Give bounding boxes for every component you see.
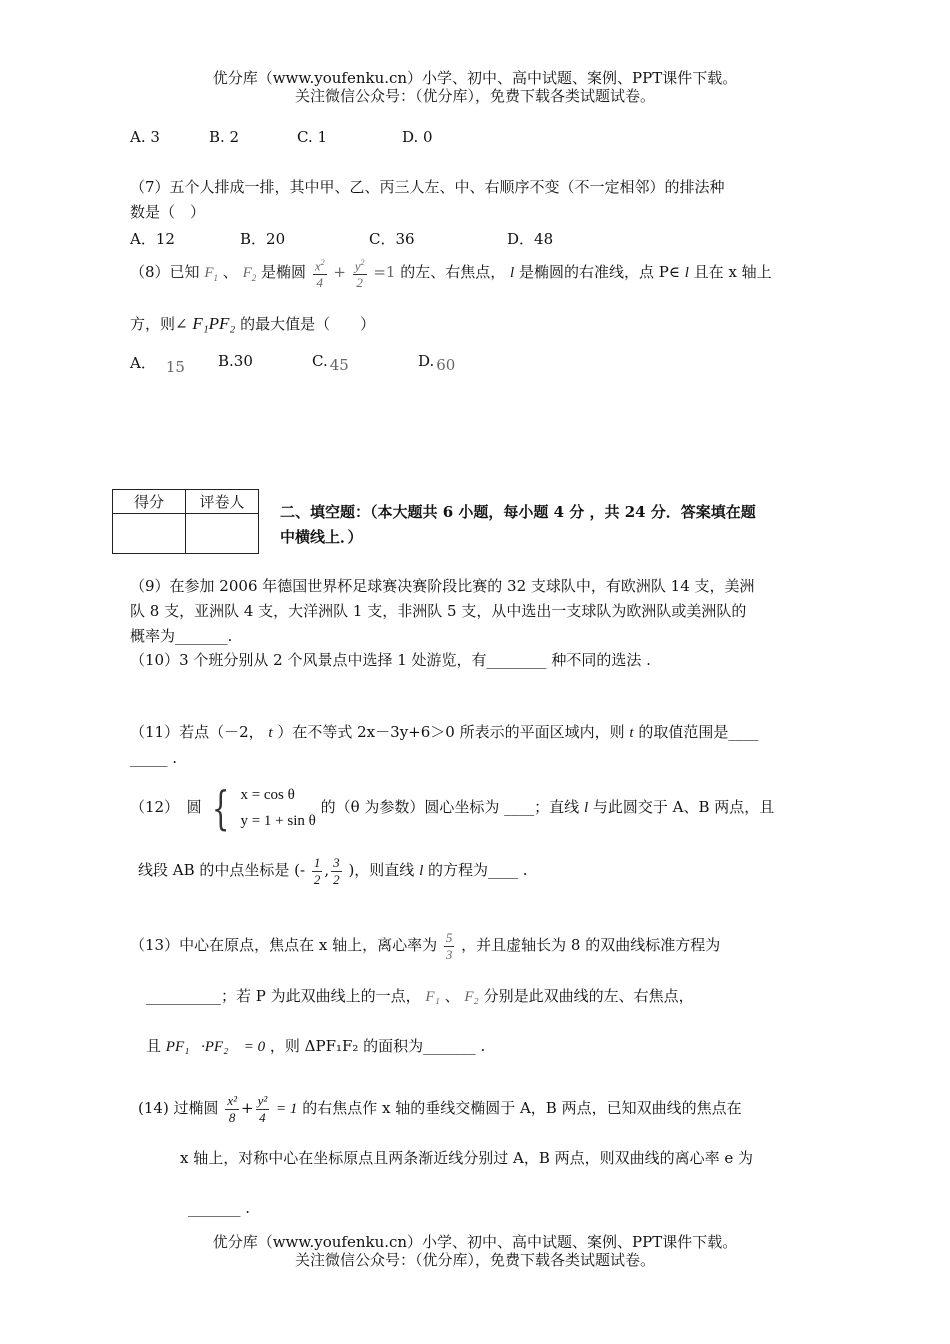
q14-text-line-3: _______ . xyxy=(188,1199,251,1217)
q8-l: l xyxy=(510,265,515,281)
q12-frac-2-num: 3 xyxy=(333,854,340,870)
q14-frac-y-num: y² xyxy=(257,1092,268,1108)
q6-option-b: B. 2 xyxy=(209,128,240,146)
q8-post: 的左、右焦点， xyxy=(400,263,506,281)
q8-text-line-1: （8）已知 $F_1$ 、 $F_2$ 是椭圆 $\frac{x^2}{4}$ + $\frac{y^2}{2}$ =1 的左、右焦点， l 是椭圆的右准线，点 P∈ l 且在 x 轴上 xyxy=(130,252,772,298)
q8-option-a-value: 15 xyxy=(165,358,185,376)
q8-frac-x-num: x xyxy=(314,258,321,274)
q8-frac-y-den: 2 xyxy=(356,275,363,291)
q13-text-line-2 xyxy=(146,986,694,1007)
q8-option-d-label: D. xyxy=(418,352,435,370)
q8-l-2: l xyxy=(684,265,689,281)
q8-f1: $F_1$ xyxy=(204,265,218,283)
q12-frac-1 xyxy=(312,855,323,888)
q14-post: 的右焦点作 x 轴的垂线交椭圆于 A，B 两点，已知双曲线的焦点在 xyxy=(302,1099,742,1117)
grader-cell[interactable] xyxy=(186,514,259,554)
q8-f2: $F_2$ xyxy=(242,265,257,283)
q12-line2a: 线段 AB 的中点坐标是 (- xyxy=(138,861,306,879)
q8-frac-x-den: 4 xyxy=(316,275,323,291)
score-header: 得分 xyxy=(113,490,186,514)
q13-post: ，并且虚轴长为 8 的双曲线标准方程为 xyxy=(461,936,721,954)
q14-frac-y-den: 4 xyxy=(259,1109,266,1125)
q11-t2: t xyxy=(629,725,634,741)
q12-sys-eq1: x = cos θ xyxy=(240,787,295,803)
q8-frac-y-num: y xyxy=(354,258,361,274)
q8-frac-y: $\frac{y^2}{2}$ xyxy=(353,255,367,291)
q8-line2a: 方，则∠ xyxy=(130,315,188,333)
q8-mid: 是椭圆 xyxy=(261,263,307,281)
score-cell[interactable] xyxy=(113,514,186,554)
q12-frac-1-num: 1 xyxy=(313,854,321,870)
q11-mid: ）在不等式 2x－3y+6＞0 所表示的平面区域内，则 xyxy=(277,723,625,741)
q11-post: 的取值范围是____ xyxy=(638,723,759,741)
q9-text-line-1: （9）在参加 2006 年德国世界杯足球赛决赛阶段比赛的 32 支球队中，有欧洲队 14 支，美洲 xyxy=(130,577,755,595)
grader-header: 评卷人 xyxy=(186,490,259,514)
q12-sys-eq2: y = 1 + sin θ xyxy=(240,813,316,829)
q11-text-line-1 xyxy=(130,722,758,743)
q6-option-d: D. 0 xyxy=(402,128,433,146)
q13-ecc-den: 3 xyxy=(445,946,453,962)
q12-frac-2 xyxy=(331,855,342,888)
score-table xyxy=(112,489,259,554)
q8-option-c-value: 45 xyxy=(329,356,349,374)
footer-line-2: 关注微信公众号：（优分库），免费下载各类试题试卷。 xyxy=(294,1251,655,1269)
q8-option-d-value: 60 xyxy=(436,356,456,374)
q12-text-line-2: 线段 AB 的中点坐标是 (- $\frac{1}{2}$ , $\frac{3}{2}$ )，则直线 l 的方程为____ . xyxy=(138,854,528,887)
q14-text-line-1: (14) 过椭圆 $\frac{\text{x²}}{8}$ + $\frac{\text{y²}}{4}$ = 1 的右焦点作 x 轴的垂线交椭圆于 A，B 两点，已知双曲线的焦点在 xyxy=(138,1092,742,1125)
q8-post3: 且在 x 轴上 xyxy=(693,263,772,281)
q11-t: t xyxy=(268,725,273,741)
q14-text-line-2: x 轴上，对称中心在坐标原点且两条渐近线分别过 A，B 两点，则双曲线的离心率 e 为 xyxy=(180,1149,754,1167)
q8-line2b: 的最大值是（ ） xyxy=(240,315,376,333)
q13-text-line-3 xyxy=(146,1036,485,1057)
q13-sep: 、 xyxy=(444,987,460,1005)
q13-eccentricity xyxy=(444,930,455,963)
q13-line3a: 且 xyxy=(146,1037,162,1055)
q12-line2b: )，则直线 xyxy=(348,861,415,879)
q6-option-a: A. 3 xyxy=(130,128,160,146)
q9-text-line-3: 概率为_______. xyxy=(130,627,233,645)
header-line-2: 关注微信公众号：（优分库），免费下载各类试题试卷。 xyxy=(294,87,655,105)
q7-text-line-2: 数是（ ） xyxy=(130,203,206,221)
q12-line2c: 的方程为____ . xyxy=(428,861,528,879)
q14-rhs: = 1 xyxy=(276,1101,298,1117)
q8-text-line-2 xyxy=(130,312,375,336)
q13-pre: （13）中心在原点，焦点在 x 轴上，离心率为 xyxy=(130,936,438,954)
q12-system xyxy=(240,782,315,834)
q8-option-a-label: A． xyxy=(130,354,156,372)
q14-frac-x-num: x² xyxy=(227,1092,238,1108)
q13-line2b: 分别是此双曲线的左、右焦点， xyxy=(483,987,694,1005)
q13-f2: F₂ xyxy=(464,989,479,1005)
footer-line-1: 优分库（www.youfenku.cn）小学、初中、高中试题、案例、PPT课件下载。 xyxy=(212,1233,738,1251)
q7-option-a: A．12 xyxy=(130,230,175,248)
q8-option-c-label: C. xyxy=(312,352,328,370)
q7-option-b: B．20 xyxy=(240,230,286,248)
q14-frac-x xyxy=(225,1093,239,1126)
q13-line2a: __________；若 P 为此双曲线上的一点， xyxy=(146,987,421,1005)
q12-frac-1-den: 2 xyxy=(313,871,321,887)
q8-f2-letter: F xyxy=(242,265,252,281)
q8-prefix: （8）已知 xyxy=(130,263,200,281)
q13-ecc-num: 5 xyxy=(445,929,453,945)
q8-separator: 、 xyxy=(222,263,238,281)
header-line-1: 优分库（www.youfenku.cn）小学、初中、高中试题、案例、PPT课件下载。 xyxy=(212,69,738,87)
q10-text: （10）3 个班分别从 2 个风景点中选择 1 处游览，有________ 种不同的选法 . xyxy=(130,651,651,669)
q8-option-d xyxy=(418,352,456,374)
q7-option-d: D．48 xyxy=(507,230,554,248)
q6-option-c: C. 1 xyxy=(297,128,328,146)
q8-option-b: B.30 xyxy=(218,352,253,370)
q12-text-line-1 xyxy=(130,779,774,835)
q12-brace: { xyxy=(212,781,230,835)
q8-angle: F₁PF₂ xyxy=(192,314,236,333)
q9-text-line-2: 队 8 支，亚洲队 4 支，大洋洲队 1 支，非洲队 5 支，从中选出一支球队为欧洲队或美洲队的 xyxy=(130,602,747,620)
q13-expr: PF₁⃗·PF₂⃗ = 0 xyxy=(165,1039,266,1055)
section2-heading-line-2: 中横线上．） xyxy=(280,528,363,546)
q13-line3b: ，则 ΔPF₁F₂ 的面积为_______ . xyxy=(269,1037,486,1055)
q12-post: 与此圆交于 A、B 两点，且 xyxy=(592,798,775,816)
q11-pre: （11）若点（－2， xyxy=(130,723,264,741)
q14-pre: (14) 过椭圆 xyxy=(138,1099,219,1117)
section2-heading-line-1: 二、填空题：（本大题共 6 小题，每小题 4 分 ，共 24 分．答案填在题 xyxy=(280,503,756,521)
q7-option-c: C．36 xyxy=(369,230,415,248)
q8-frac-x: $\frac{x^2}{4}$ xyxy=(313,255,327,291)
q8-eq-rhs: =1 xyxy=(373,263,396,281)
q12-l2: l xyxy=(419,863,424,879)
q14-frac-y xyxy=(256,1093,270,1126)
q12-l: l xyxy=(583,800,589,816)
q12-mid: 的（θ 为参数）圆心坐标为 ____；直线 xyxy=(320,798,580,816)
q11-text-line-2: _____ . xyxy=(130,749,178,767)
q8-option-a xyxy=(130,352,185,376)
q13-text-line-1 xyxy=(130,925,720,965)
q8-f1-letter: F xyxy=(204,265,214,281)
q12-pre: （12） 圆 xyxy=(130,798,202,816)
q8-post2: 是椭圆的右准线，点 P∈ xyxy=(518,263,680,281)
q7-text-line-1: （7）五个人排成一排，其中甲、乙、丙三人左、中、右顺序不变（不一定相邻）的排法种 xyxy=(130,178,725,196)
q8-option-c xyxy=(312,352,349,374)
q13-f1: F₁ xyxy=(425,989,440,1005)
q12-frac-2-den: 2 xyxy=(333,871,340,887)
q14-frac-x-den: 8 xyxy=(228,1109,236,1125)
